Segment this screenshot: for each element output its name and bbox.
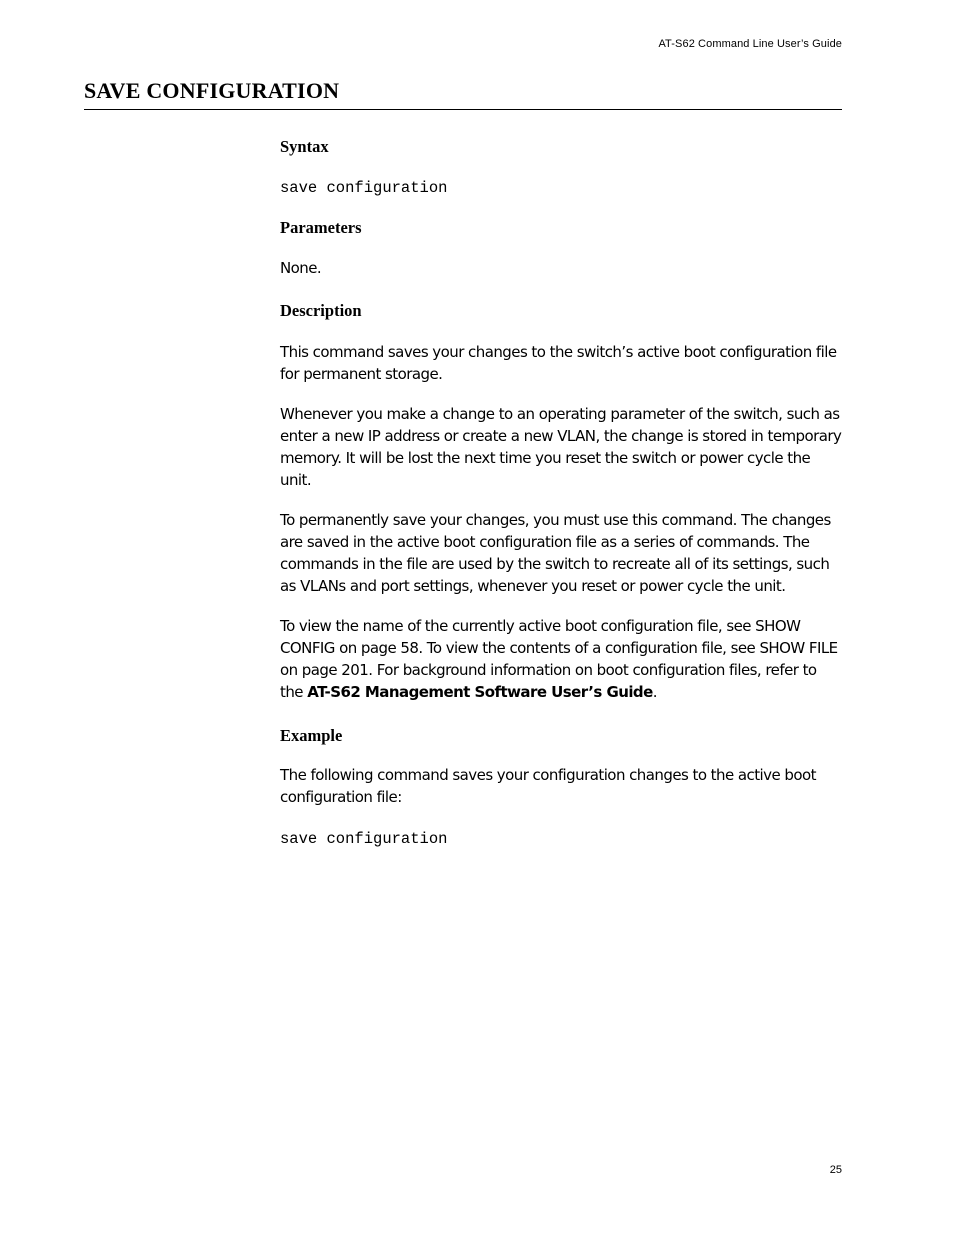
syntax-command: save configuration xyxy=(280,179,448,197)
parameters-heading: Parameters xyxy=(280,218,362,237)
description-paragraph-4 xyxy=(280,615,842,703)
example-command: save configuration xyxy=(280,830,448,848)
page-number: 25 xyxy=(829,1164,842,1176)
syntax-heading: Syntax xyxy=(280,137,329,156)
description-paragraph-1: This command saves your changes to the switch’s active boot configuration file for permanent storage. xyxy=(280,343,837,383)
parameters-text: None. xyxy=(280,259,322,277)
description-paragraph-3: To permanently save your changes, you must use this command. The changes are saved in the active boot configuration file as a series of commands. The commands in the file are used by the switch to recreate all of its settings, such as VLANs and port settings, whenever you reset or power cycle the unit. xyxy=(280,511,831,595)
main-content xyxy=(280,137,842,849)
description-paragraph-4-end: . xyxy=(652,683,657,701)
description-paragraph-2: Whenever you make a change to an operating parameter of the switch, such as enter a new IP address or create a new VLAN, the change is stored in temporary memory. It will be lost the next time you reset the switch or power cycle the unit. xyxy=(280,405,842,489)
page-title: SAVE CONFIGURATION xyxy=(84,78,340,103)
example-heading: Example xyxy=(280,726,343,745)
title-rule xyxy=(84,109,842,110)
running-header: AT-S62 Command Line User’s Guide xyxy=(658,38,842,50)
example-text: The following command saves your configuration changes to the active boot configuration file: xyxy=(280,766,816,806)
guide-reference: AT-S62 Management Software User’s Guide xyxy=(307,683,653,701)
description-paragraph-4-text: To view the name of the currently active boot configuration file, see SHOW CONFIG on page 58. To view the contents of a configuration file, see SHOW FILE on page 201. For background information on boot configuration files, refer to the xyxy=(280,617,838,701)
description-heading: Description xyxy=(280,301,362,320)
